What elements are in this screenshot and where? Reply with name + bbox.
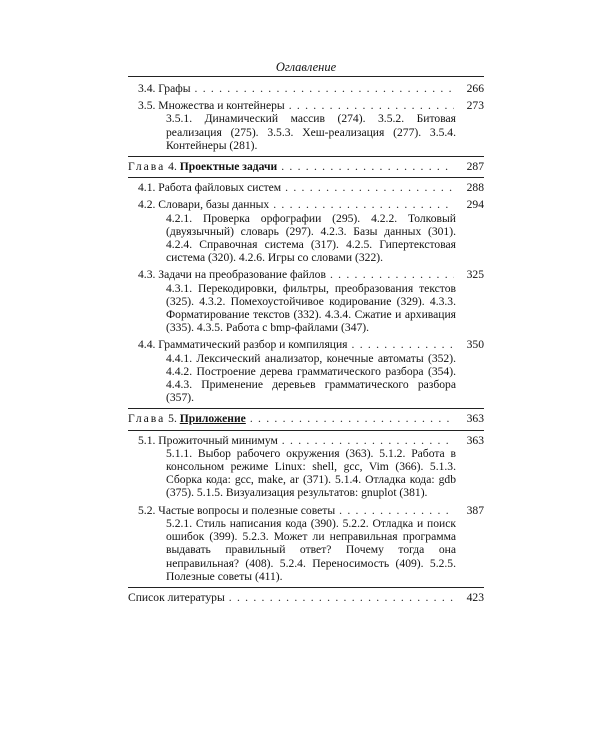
page-number: 363 [466, 412, 484, 426]
entry-title: 4.3. Задачи на преобразование файлов [138, 268, 326, 282]
chapter-title: Глава 4. Проектные задачи [128, 160, 278, 174]
leader-dots [285, 181, 454, 194]
chapter-title: Глава 5. Приложение [128, 412, 246, 426]
subsection-list: 4.4.1. Лексический анализатор, конечные автоматы (352). 4.4.2. Построение дерева грамматического разбора (354). 4.4.3. Применение деревьев грамматического разбора (357). [166, 351, 456, 405]
subsection-list: 4.2.1. Проверка орфографии (295). 4.2.2. Толковый (двуязычный) словарь (297). 4.2.3. Базы данных (301). 4.2.4. Справочная система (317). 4.2.5. Гипертекстовая система (320). 4.2.6. Игры со словами (322). [166, 211, 456, 265]
leader-dots [330, 268, 454, 281]
entry-title: 5.2. Частые вопросы и полезные советы [138, 503, 336, 517]
divider [128, 156, 484, 157]
toc-entry[interactable] [128, 82, 484, 95]
entry-title: 3.5. Множества и контейнеры [138, 99, 285, 113]
toc-entry[interactable] [128, 434, 484, 500]
entry-title: 4.2. Словари, базы данных [138, 198, 270, 212]
toc-entry[interactable] [128, 268, 484, 334]
leader-dots [250, 412, 454, 425]
running-header [128, 60, 484, 77]
toc-chapter[interactable] [128, 160, 484, 173]
entry-title: 3.4. Графы [138, 82, 191, 95]
subsection-list: 3.5.1. Динамический массив (274). 3.5.2. Битовая реализация (275). 3.5.3. Хеш-реализация (277). 3.5.4. Контейнеры (281). [166, 112, 456, 152]
page-number: 363 [466, 433, 484, 447]
toc-entry[interactable] [128, 504, 484, 583]
leader-dots [229, 591, 454, 604]
toc-entry[interactable] [128, 99, 484, 152]
divider [128, 408, 484, 409]
page-number: 294 [466, 198, 484, 212]
page-number: 423 [466, 590, 484, 604]
divider [128, 587, 484, 588]
toc-entry[interactable] [128, 198, 484, 264]
toc-chapter[interactable] [128, 412, 484, 425]
divider [128, 430, 484, 431]
toc-entry[interactable] [128, 338, 484, 404]
leader-dots [273, 198, 454, 211]
leader-dots [289, 99, 454, 112]
leader-dots [281, 160, 454, 173]
entry-title: 4.1. Работа файловых систем [138, 181, 282, 195]
subsection-list: 5.2.1. Стиль написания кода (390). 5.2.2. Отладка и поиск ошибок (399). 5.2.3. Может ли неправильная программа выдавать правильный ответ? Почему тогда она неправильная? (408). 5.2.4. Переносимость (409). 5.2.5. Полезные советы (411). [166, 516, 456, 583]
page-number: 287 [466, 160, 484, 174]
leader-dots [195, 82, 454, 95]
page-number: 273 [466, 99, 484, 113]
page-number: 266 [466, 82, 484, 95]
divider [128, 177, 484, 178]
leader-dots [352, 338, 454, 351]
toc-entry-bibliography[interactable] [128, 591, 484, 604]
page-number: 350 [466, 338, 484, 352]
subsection-list: 4.3.1. Перекодировки, фильтры, преобразования текстов (325). 4.3.2. Помехоустойчивое кодирование (329). 4.3.3. Форматирование текстов (332). 4.3.4. Сжатие и архивация (335). 4.3.5. Работа с bmp-файлами (347). [166, 281, 456, 335]
toc-entry[interactable] [128, 181, 484, 194]
entry-title: 5.1. Прожиточный минимум [138, 433, 278, 447]
leader-dots [282, 434, 454, 447]
table-of-contents [128, 82, 484, 608]
leader-dots [339, 504, 454, 517]
header-title: Оглавление [275, 60, 337, 74]
page-number: 325 [466, 268, 484, 282]
entry-title: 4.4. Грамматический разбор и компиляция [138, 338, 348, 352]
page-number: 387 [466, 503, 484, 517]
entry-title: Список литературы [128, 590, 225, 604]
subsection-list: 5.1.1. Выбор рабочего окружения (363). 5.1.2. Работа в консольном режиме Linux: shell, gcc, Vim (366). 5.1.3. Сборка кода: gcc, make, ar (371). 5.1.4. Отладка кода: gdb (375). 5.1.5. Визуализация результатов: gnuplot (381). [166, 446, 456, 500]
page-number: 288 [466, 181, 484, 195]
